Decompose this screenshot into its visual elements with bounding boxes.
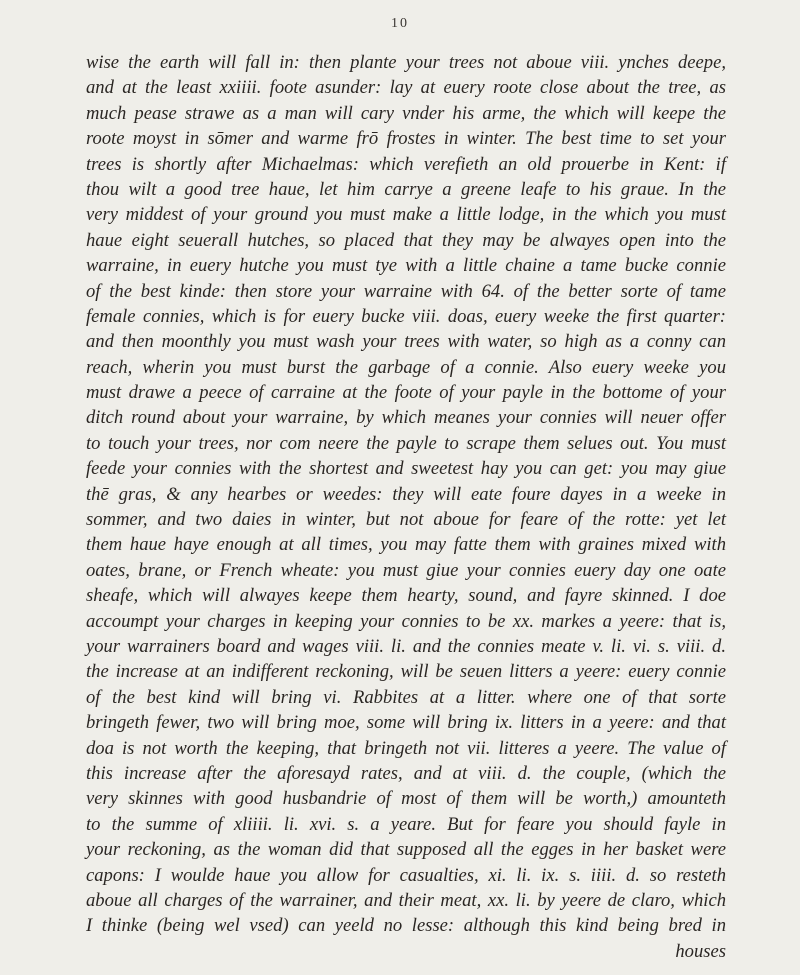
text-line-5: trees is shortly after Michaelmas: which verefieth an old prouerbe in Kent: if [86,153,726,175]
text-line-19: sommer, and two daies in winter, but not aboue for feare of the rotte: yet let [86,509,726,531]
text-line-3: much pease strawe as a man will cary vnder his arme, the which will keepe the [86,102,726,124]
catchword: houses [675,940,726,962]
text-line-22: sheafe, which will alwayes keepe them hearty, sound, and fayre skinned. I doe [86,585,726,607]
text-line-6: thou wilt a good tree haue, let him carrye a greene leafe to his graue. In the [86,178,726,200]
text-line-21: oates, brane, or French wheate: you must giue your connies euery day one oate [86,559,726,581]
text-line-29: this increase after the aforesayd rates, and at viii. d. the couple, (which the [86,762,726,784]
text-line-27: bringeth fewer, two will bring moe, some will bring ix. litters in a yeere: and that [86,712,726,734]
text-line-12: and then moonthly you must wash your trees with water, so high as a conny can [86,331,726,353]
text-line-17: feede your connies with the shortest and sweetest hay you can get: you may giue [86,458,726,480]
text-line-26: of the best kind will bring vi. Rabbites at a litter. where one of that sorte [86,686,726,708]
text-line-9: warraine, in euery hutche you must tye with a little chaine a tame bucke connie [86,255,726,277]
text-line-24: your warrainers board and wages viii. li. and the connies meate v. li. vi. s. viii. d. [86,635,726,657]
text-line-10: of the best kinde: then store your warraine with 64. of the better sorte of tame [86,280,726,302]
text-line-16: to touch your trees, nor com neere the payle to scrape them selues out. You must [86,432,726,454]
text-line-20: them haue haye enough at all times, you may fatte them with graines mixed with [86,534,726,556]
text-line-28: doa is not worth the keeping, that bringeth not vii. litteres a yeere. The value of [86,737,726,759]
page-number: 10 [391,16,409,31]
text-line-32: your reckoning, as the woman did that supposed all the egges in her basket were [86,839,726,861]
text-line-34: aboue all charges of the warrainer, and their meat, xx. li. by yeere de claro, which [86,889,726,911]
body-text [86,50,726,964]
text-line-33: capons: I woulde haue you allow for casualties, xi. li. ix. s. iiii. d. so resteth [86,864,726,886]
text-line-15: ditch round about your warraine, by which meanes your connies will neuer offer [86,407,726,429]
text-line-1: wise the earth will fall in: then plante your trees not aboue viii. ynches deepe, [86,52,726,73]
text-line-13: reach, wherin you must burst the garbage of a connie. Also euery weeke you [86,356,726,378]
text-line-23: accoumpt your charges in keeping your connies to be xx. markes a yeere: that is, [86,610,726,632]
text-line-8: haue eight seuerall hutches, so placed that they may be alwayes open into the [86,229,726,251]
text-line-11: female connies, which is for euery bucke viii. doas, euery weeke the first quarter: [86,305,726,327]
text-line-4: roote moyst in sōmer and warme frō frostes in winter. The best time to set your [86,128,726,150]
text-line-7: very middest of your ground you must make a little lodge, in the which you must [86,204,726,226]
text-line-25: the increase at an indifferent reckoning, will be seuen litters a yeere: euery connie [86,661,726,683]
text-line-14: must drawe a peece of carraine at the foote of your payle in the bottome of your [86,382,726,404]
text-line-18: thē gras, & any hearbes or weedes: they will eate foure dayes in a weeke in [86,483,726,505]
text-line-35: I thinke (being wel vsed) can yeeld no lesse: although this kind being bred in [86,915,726,937]
text-line-30: very skinnes with good husbandrie of most of them will be worth,) amounteth [86,788,726,810]
text-line-2: and at the least xxiiii. foote asunder: lay at euery roote close about the tree, as [86,77,726,99]
text-line-31: to the summe of xliiii. li. xvi. s. a yeare. But for feare you should fayle in [86,813,726,835]
